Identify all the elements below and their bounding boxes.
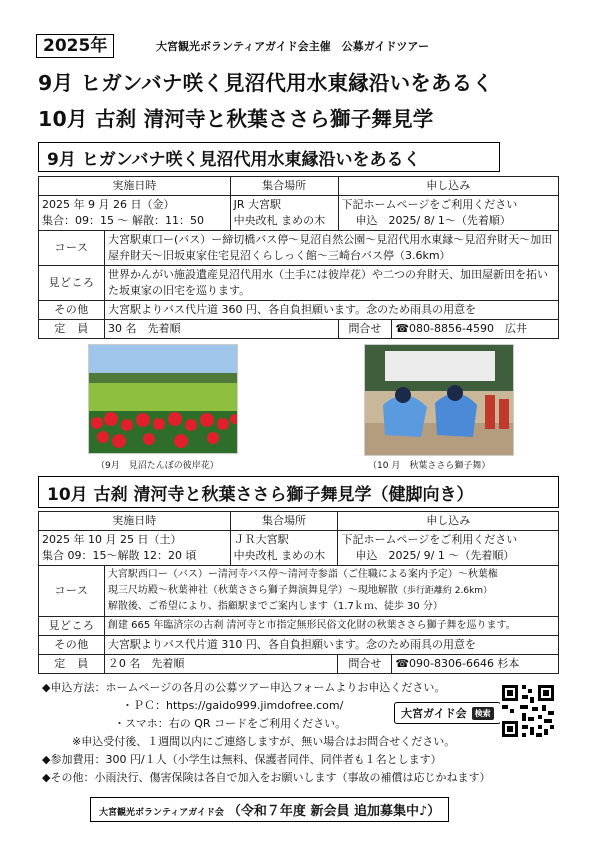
tour1-col-apply: 申し込み (338, 177, 558, 196)
tour2-highlight: 創建 665 年臨済宗の古刹 清河寺と市指定無形民俗文化財の秋葉ささら獅子舞を巡ります。 (104, 617, 558, 636)
sponsor-text: 大宮観光ボランティアガイド会主催 公募ガイドツアー (156, 40, 430, 53)
tour2-contact: ☎090-8306-6646 杉本 (392, 655, 559, 674)
tour2-col-meet: 集合場所 (230, 512, 338, 531)
tour1-apply: 下記ホームページをご利用ください 申込 2025/ 8/ 1〜（先着順） (338, 196, 558, 231)
tour2-meet: ＪＲ大宮駅 中央改札 まめの木 (230, 531, 338, 566)
tour1-title: 9月 ヒガンバナ咲く見沼代用水東縁沿いをあるく (38, 142, 500, 172)
tour2-highlight-label: 見どころ (39, 617, 105, 636)
tour1-col-meet: 集合場所 (230, 177, 338, 196)
guide-search-button[interactable] (394, 702, 501, 724)
headline-september: 9月 ヒガンバナ咲く見沼代用水東縁沿いをあるく (38, 71, 494, 95)
search-badge: 検索 (472, 707, 494, 720)
tour1-table (38, 176, 559, 339)
footer-org: 大宮観光ボランティアガイド会 (99, 808, 224, 818)
tour2-col-apply: 申し込み (338, 512, 559, 531)
caption-higanbana: （9月 見沼たんぼの彼岸花） (96, 461, 219, 471)
tour1-capacity-label: 定 員 (39, 320, 105, 339)
tour2-apply: 下記ホームページをご利用ください 申込 2025/ 9/ 1 〜（先着順） (338, 531, 559, 566)
tour1-capacity: 30 名 先着順 (104, 320, 338, 339)
tour2-col-date: 実施日時 (39, 512, 231, 531)
headline-october: 10月 古刹 清河寺と秋葉ささら獅子舞見学 (38, 107, 434, 131)
footer-recruit (90, 797, 449, 822)
qr-code-icon[interactable] (500, 683, 556, 739)
tour1-highlight: 世界かんがい施設遺産見沼代用水（土手には彼岸花）や二つの弁財天、加田屋新田を拓いた坂東家の旧宅を巡ります。 (104, 266, 558, 301)
note-pc-url[interactable]: ・ＰＣ：https://gaido999.jimdofree.com/ (122, 699, 344, 712)
tour1-date: 2025 年 9 月 26 日（金） 集合：09：15 〜 解散：11：50 (39, 196, 231, 231)
tour2-table (38, 511, 559, 674)
photo-shishimai (364, 344, 514, 456)
tour2-other: 大宮駅よりバス代片道 310 円、各自負担願います。念のため雨具の用意を (104, 636, 558, 655)
tour2-title: 10月 古刹 清河寺と秋葉ささら獅子舞見学（健脚向き） (38, 476, 559, 508)
tour2-course: 大宮駅西口ー（バス）ー清河寺バス停〜清河寺参詣（ご住職による案内予定）〜秋葉権 現三尺坊殿〜秋葉神社（秋葉ささら獅子舞演舞見学）〜現地解散（歩行距離約 2.6km） 解散後、ご希望により、指顧駅までご案内します（1.7ｋｍ、徒歩 30 分） (104, 566, 558, 617)
tour1-other-label: その他 (39, 301, 105, 320)
tour2-contact-label: 問合せ (338, 655, 392, 674)
tour1-contact: ☎080-8856-4590 広井 (392, 320, 559, 339)
note-smartphone: ・スマホ：右の QR コードをご利用ください。 (114, 717, 347, 730)
tour1-meet: JR 大宮駅 中央改札 まめの木 (230, 196, 338, 231)
tour1-course-label: コース (39, 231, 105, 266)
tour1-course: 大宮駅東口ー(バス）ー締切橋バス停〜見沼自然公園〜見沼代用水東縁〜見沼弁財天〜加田屋弁財天〜旧坂東家住宅見沼くらしっく館〜三崎台バス停（3.6km） (104, 231, 558, 266)
tour1-highlight-label: 見どころ (39, 266, 105, 301)
tour1-contact-label: 問合せ (338, 320, 392, 339)
tour2-course-label: コース (39, 566, 105, 617)
note-reception: ※申込受付後、１週間以内にご連絡しますが、無い場合はお問合せください。 (72, 735, 456, 748)
tour2-capacity-label: 定 員 (39, 655, 105, 674)
tour2-capacity: ２0 名 先着順 (104, 655, 338, 674)
guide-search-label: 大宮ガイド会 (401, 707, 467, 720)
photo-higanbana (88, 344, 238, 454)
caption-shishimai: （10 月 秋葉ささら獅子舞） (368, 461, 491, 471)
tour2-other-label: その他 (39, 636, 105, 655)
year-label: 2025年 (36, 34, 114, 58)
tour1-other: 大宮駅よりバス代片道 360 円、各自負担願います。念のため雨具の用意を (104, 301, 558, 320)
note-fee: ◆参加費用：300 円/１人（小学生は無料、保護者同伴、同伴者も１名とします） (42, 753, 442, 766)
tour2-date: 2025 年 10 月 25 日（土） 集合 09：15〜解散 12：20 頃 (39, 531, 231, 566)
note-apply-method: ◆申込方法：ホームページの各月の公募ツアー申込フォームよりお申込ください。 (42, 681, 446, 694)
tour1-col-date: 実施日時 (39, 177, 231, 196)
footer-recruit-text: （令和７年度 新会員 追加募集中♪） (227, 804, 441, 819)
note-other: ◆その他：小雨決行、傷害保険は各自で加入をお願いします（事故の補償は応じかねます） (42, 771, 491, 784)
